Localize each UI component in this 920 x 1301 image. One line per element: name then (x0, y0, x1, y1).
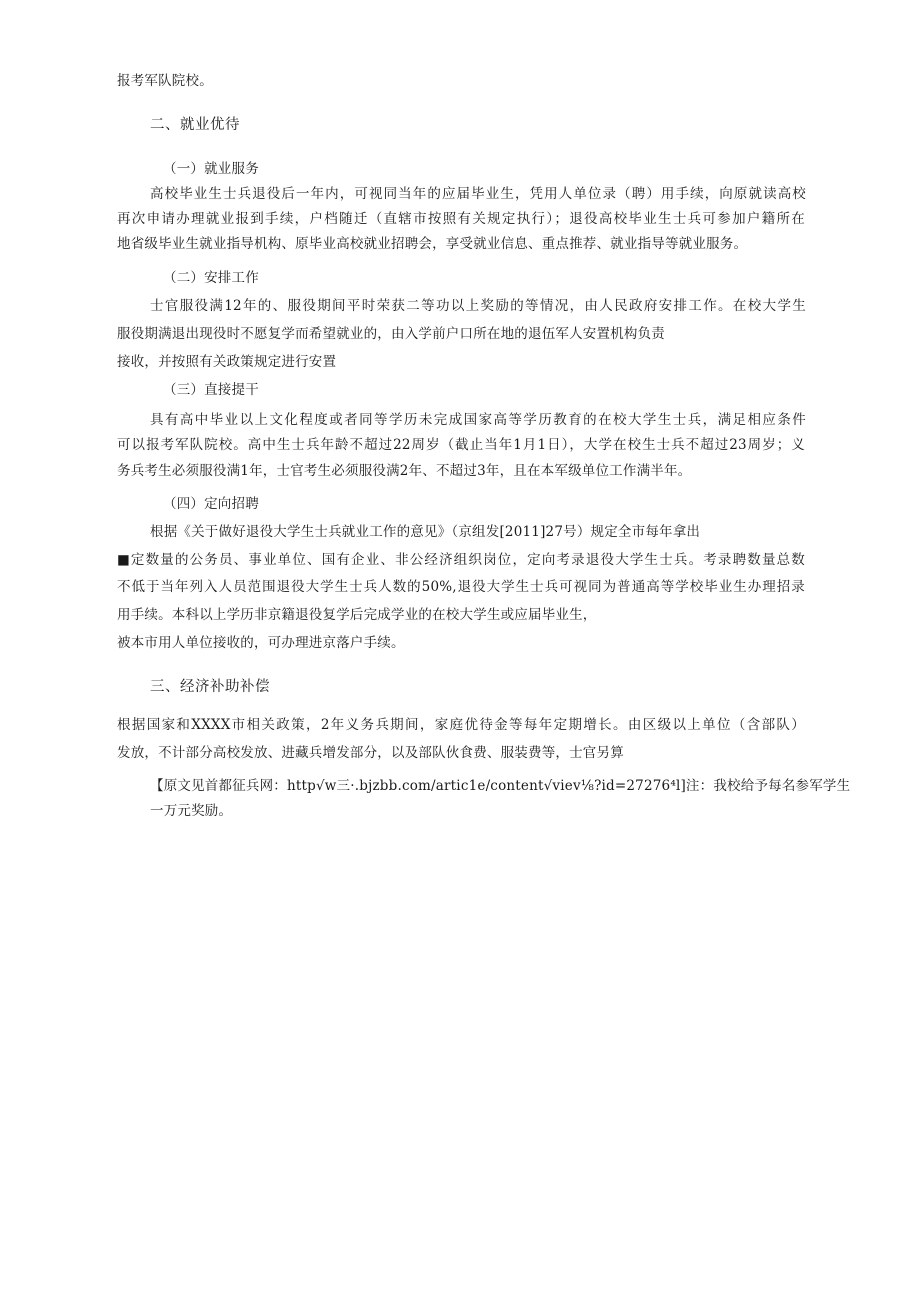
paragraph-line: 不低于当年列入人员范围退役大学生士兵人数的50%,退役大学生士兵可视同为普通高等学校毕业生办理招录 (117, 579, 805, 595)
source-note-line: 【原文见首都征兵网：http√w三·.bjzbb.com/artic1e/content√viev⅛?id=27276⁴l]注：我校给予每名参军学生 (150, 778, 851, 794)
section-3-heading: 三、经济补助补偿 (150, 679, 270, 695)
paragraph-line: 可以报考军队院校。高中生士兵年龄不超过22周岁（截止当年1月1日），大学在校生士兵不超过23周岁；义 (117, 437, 805, 453)
paragraph-line: 用手续。本科以上学历非京籍退役复学后完成学业的在校大学生或应届毕业生， (117, 607, 597, 623)
subsection-employment-service-title: （一）就业服务 (163, 161, 259, 177)
paragraph-line: ■定数量的公务员、事业单位、国有企业、非公经济组织岗位，定向考录退役大学生士兵。考录聘数量总数 (117, 552, 805, 568)
paragraph-line: 地省级毕业生就业指导机构、原毕业高校就业招聘会，享受就业信息、重点推荐、就业指导等就业服务。 (117, 236, 748, 252)
paragraph-line: 再次申请办理就业报到手续，户档随迁（直辖市按照有关规定执行）；退役高校毕业生士兵可参加户籍所在 (117, 211, 805, 227)
section-2-heading: 二、就业优待 (150, 117, 240, 133)
paragraph-line: 根据国家和XXXX市相关政策，2年义务兵期间，家庭优待金等每年定期增长。由区级以上单位（含部队） (117, 717, 805, 733)
intro-tail-line: 报考军队院校。 (117, 73, 213, 89)
paragraph-line: 高校毕业生士兵退役后一年内，可视同当年的应届毕业生，凭用人单位录（聘）用手续，向原就读高校 (150, 186, 806, 202)
paragraph-line: 具有高中毕业以上文化程度或者同等学历未完成国家高等学历教育的在校大学生士兵，满足相应条件 (150, 412, 806, 428)
source-note-line: 一万元奖励。 (150, 803, 233, 819)
paragraph-line: 被本市用人单位接收的，可办理进京落户手续。 (117, 635, 405, 651)
paragraph-line: 接收，并按照有关政策规定进行安置 (117, 354, 337, 370)
paragraph-line: 士官服役满12年的、服役期间平时荣获二等功以上奖励的等情况，由人民政府安排工作。在校大学生 (150, 298, 806, 314)
subsection-job-assignment-title: （二）安排工作 (163, 270, 259, 286)
subsection-targeted-recruitment-title: （四）定向招聘 (163, 496, 259, 512)
paragraph-line: 根据《关于做好退役大学生士兵就业工作的意见》（京组发[2011]27号）规定全市每年拿出 (150, 524, 701, 540)
paragraph-line: 发放，不计部分高校发放、进藏兵增发部分，以及部队伙食费、服装费等，士官另算 (117, 745, 624, 761)
paragraph-line: 服役期满退出现役时不愿复学而希望就业的，由入学前户口所在地的退伍军人安置机构负责 (117, 326, 665, 342)
subsection-direct-promotion-title: （三）直接提干 (163, 382, 259, 398)
paragraph-line: 务兵考生必须服役满1年，士官考生必须服役满2年、不超过3年，且在本军级单位工作满半年。 (117, 463, 692, 479)
